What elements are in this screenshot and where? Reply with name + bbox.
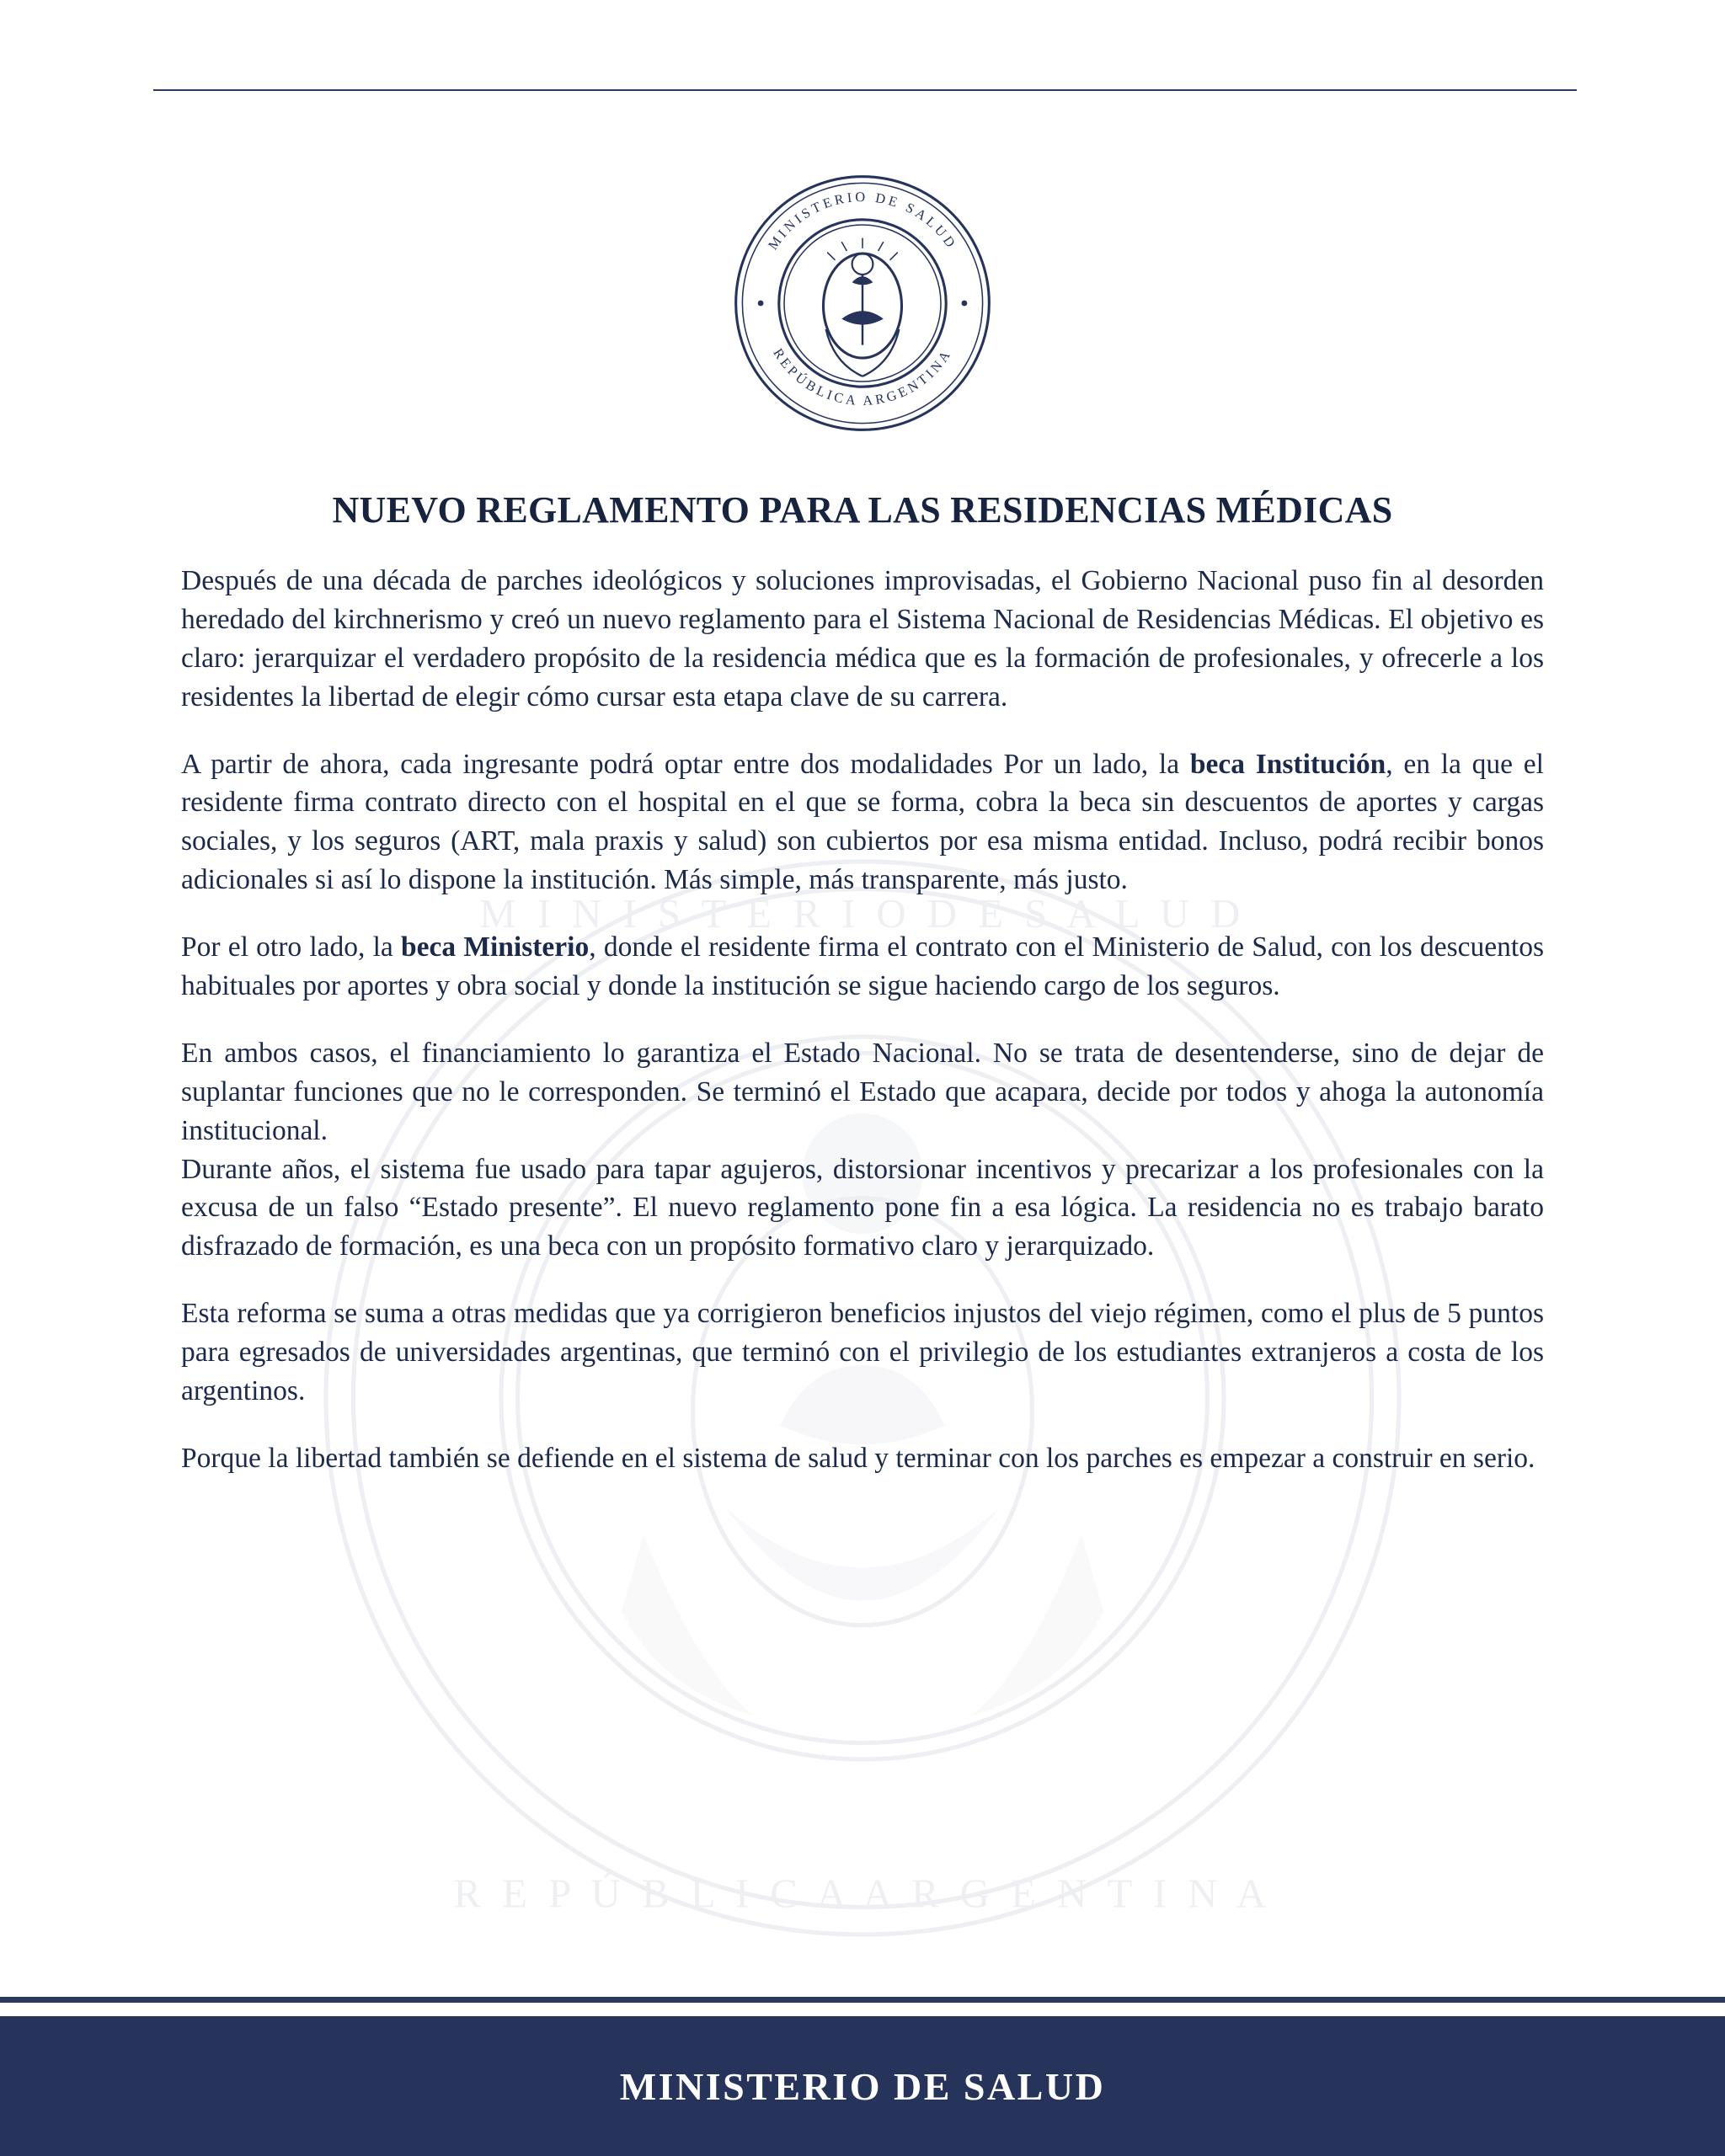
paragraph-1: Después de una década de parches ideológicos y soluciones improvisadas, el Gobierno Nacional puso fin al desorden heredado del kirchnerismo y creó un nuevo reglamento para el Sistema Nacional de Residencias Médicas. El objetivo es claro: jerarquizar el verdadero propósito de la residencia médica que es la formación de profesionales, y ofrecerle a los residentes la libertad de elegir cómo cursar esta etapa clave de su carrera. (181, 565, 1544, 712)
paragraph-5: Durante años, el sistema fue usado para tapar agujeros, distorsionar incentivos y precarizar a los profesionales con la excusa de un falso “Estado presente”. El nuevo reglamento pone fin a esa lógica. La residencia no es trabajo barato disfrazado de formación, es una beca con un propósito formativo claro y jerarquizado. (181, 1153, 1544, 1262)
page-title: NUEVO REGLAMENTO PARA LAS RESIDENCIAS MÉDICAS (332, 489, 1393, 531)
ministry-seal-icon (732, 173, 993, 434)
svg-text:REPÚBLICA ARGENTINA: REPÚBLICA ARGENTINA (770, 345, 955, 409)
paragraph-2 (181, 745, 1544, 900)
paragraph-2-part-c: , en la que el residente firma contrato directo con el hospital en el que se forma, cobra la beca sin descuentos de aportes y cargas sociales, y los seguros (ART, mala praxis y salud) son cubiertos por esa misma entidad. Incluso, podrá recibir bonos adicionales si así lo dispone la institución. Más simple, más transparente, más justo. (181, 748, 1544, 896)
footer-divider (0, 1997, 1725, 2003)
footer-bar (0, 2016, 1725, 2156)
svg-text:MINISTERIO DE SALUD: MINISTERIO DE SALUD (765, 189, 960, 253)
paragraph-2-bold-beca-institucion: beca Institución (1189, 748, 1386, 780)
footer-title: MINISTERIO DE SALUD (619, 2064, 1106, 2108)
paragraph-3-part-c: , donde el residente firma el contrato con el Ministerio de Salud, con los descuentos habituales por aportes y obra social y donde la institución se sigue haciendo cargo de los seguros. (181, 931, 1544, 1002)
paragraph-4: En ambos casos, el financiamiento lo garantiza el Estado Nacional. No se trata de desentenderse, sino de dejar de suplantar funciones que no le corresponden. Se terminó el Estado que acapara, decide por todos y ahoga la autonomía institucional. (181, 1037, 1544, 1146)
paragraph-3-bold-beca-ministerio: beca Ministerio (401, 931, 590, 963)
paragraph-7: Porque la libertad también se defiende en el sistema de salud y terminar con los parches es empezar a construir en serio. (181, 1442, 1535, 1474)
paragraph-3-part-a: Por el otro lado, la (181, 931, 402, 963)
svg-text:R E P Ú B L I C A A R G E N: R E P Ú B L I C A A R G E N T I N A (453, 1870, 1272, 1917)
svg-text:M I N I S T E R I O D E S: M I N I S T E R I O D E S A L U D (479, 891, 1246, 937)
document-body (181, 488, 1544, 1478)
paragraph-6: Esta reforma se suma a otras medidas que ya corrigieron beneficios injustos del viejo régimen, como el plus de 5 puntos para egresados de universidades argentinas, que terminó con el privilegio de los estudiantes extranjeros a costa de los argentinos. (181, 1298, 1544, 1407)
top-divider (153, 89, 1577, 91)
paragraph-3 (181, 928, 1544, 1006)
paragraph-2-part-a: A partir de ahora, cada ingresante podrá optar entre dos modalidades Por un lado, la (181, 748, 1190, 780)
